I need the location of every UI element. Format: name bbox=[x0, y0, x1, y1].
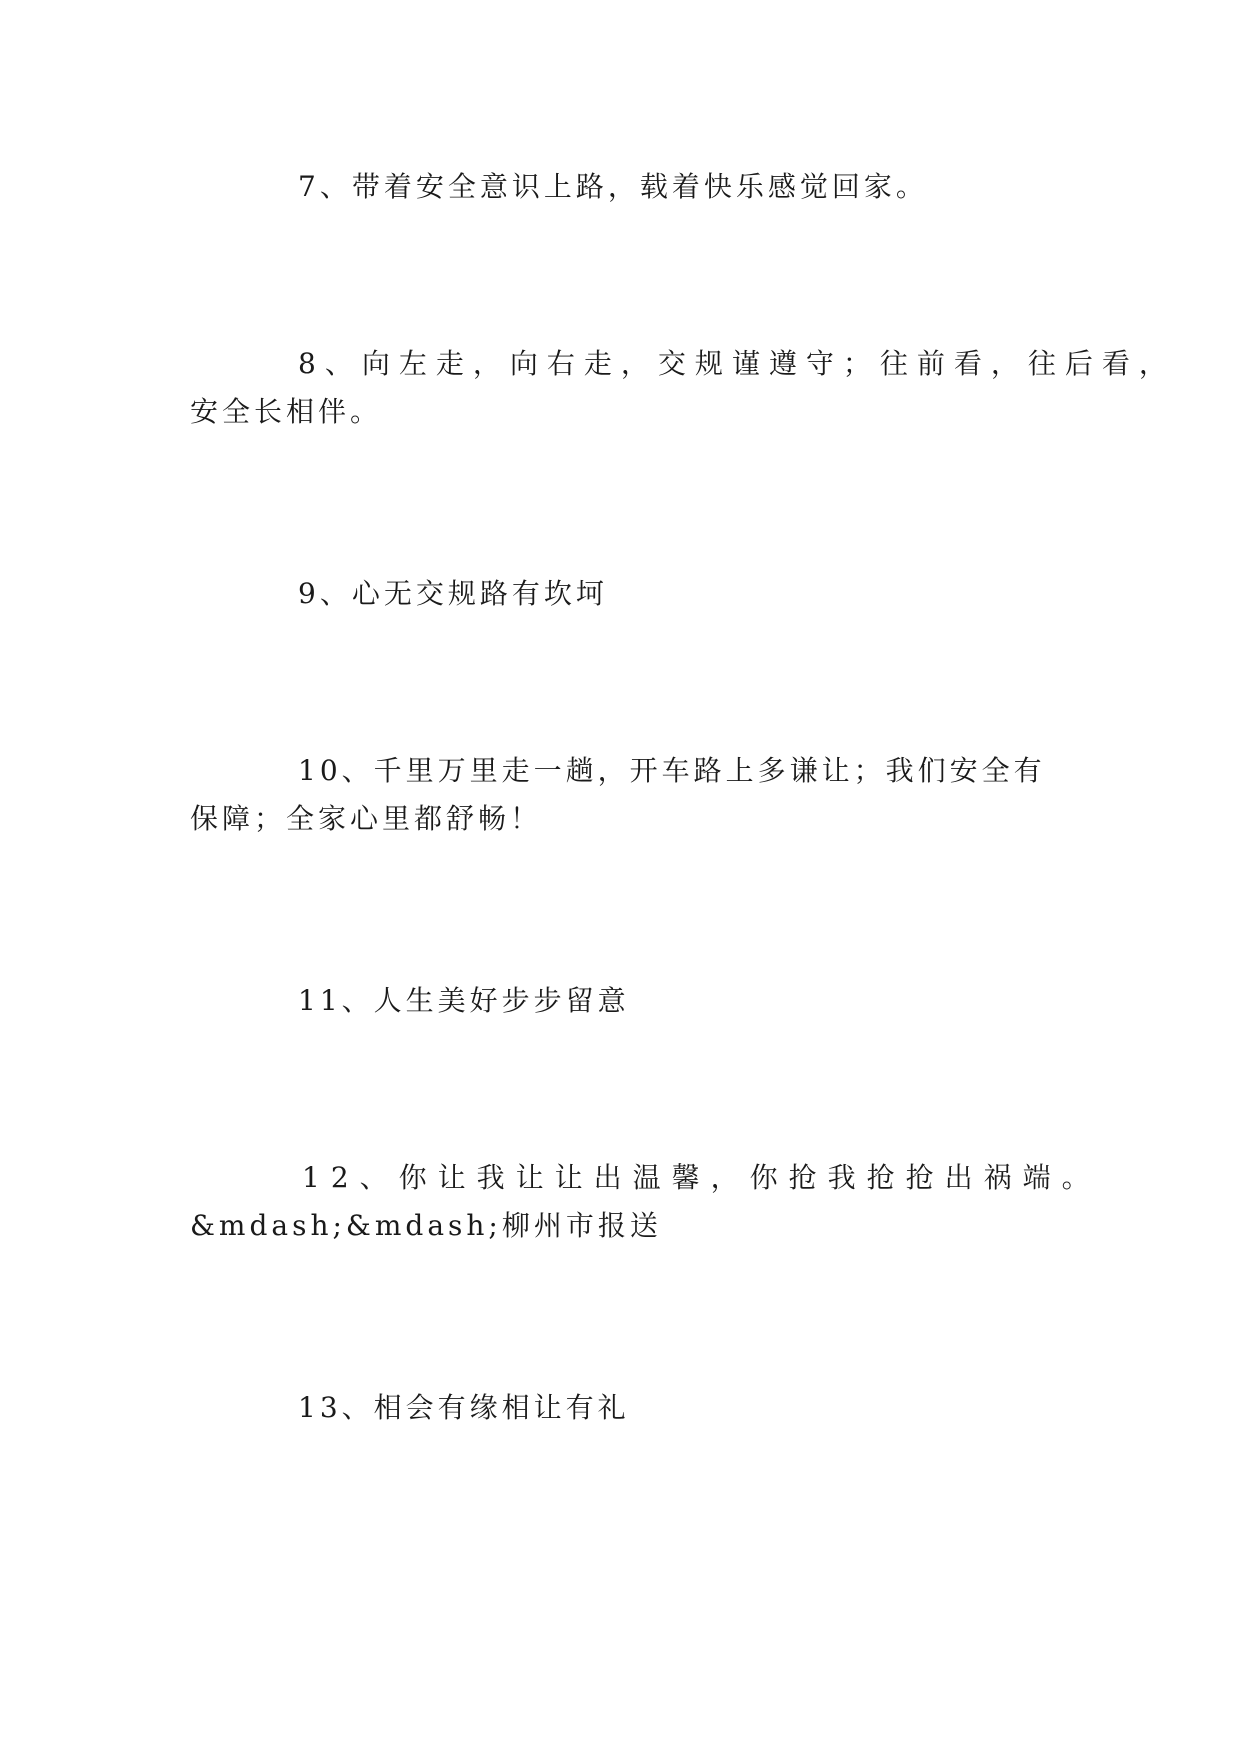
paragraph-line: 8、向左走，向右走，交规谨遵守；往前看，往后看， bbox=[298, 347, 1176, 380]
paragraph-line: 11、人生美好步步留意 bbox=[298, 984, 630, 1017]
paragraph-line: 12、你让我让让出温馨，你抢我抢抢出祸端。 bbox=[302, 1161, 1101, 1194]
paragraph-12 bbox=[190, 1154, 1101, 1250]
paragraph-8 bbox=[190, 340, 1176, 436]
paragraph-line: 10、千里万里走一趟，开车路上多谦让；我们安全有 bbox=[298, 754, 1046, 787]
paragraph-line: 安全长相伴。 bbox=[190, 395, 383, 428]
paragraph-9 bbox=[190, 570, 1080, 618]
paragraph-11 bbox=[190, 977, 1080, 1025]
paragraph-13 bbox=[190, 1384, 1080, 1432]
paragraph-7 bbox=[190, 163, 1080, 211]
paragraph-line: 13、相会有缘相让有礼 bbox=[298, 1391, 630, 1424]
paragraph-10 bbox=[190, 747, 1080, 843]
paragraph-line: 保障；全家心里都舒畅！ bbox=[190, 802, 543, 835]
paragraph-line: &mdash;&mdash;柳州市报送 bbox=[190, 1209, 662, 1242]
paragraph-line: 9、心无交规路有坎坷 bbox=[298, 577, 608, 610]
paragraph-line: 7、带着安全意识上路，载着快乐感觉回家。 bbox=[298, 170, 928, 203]
